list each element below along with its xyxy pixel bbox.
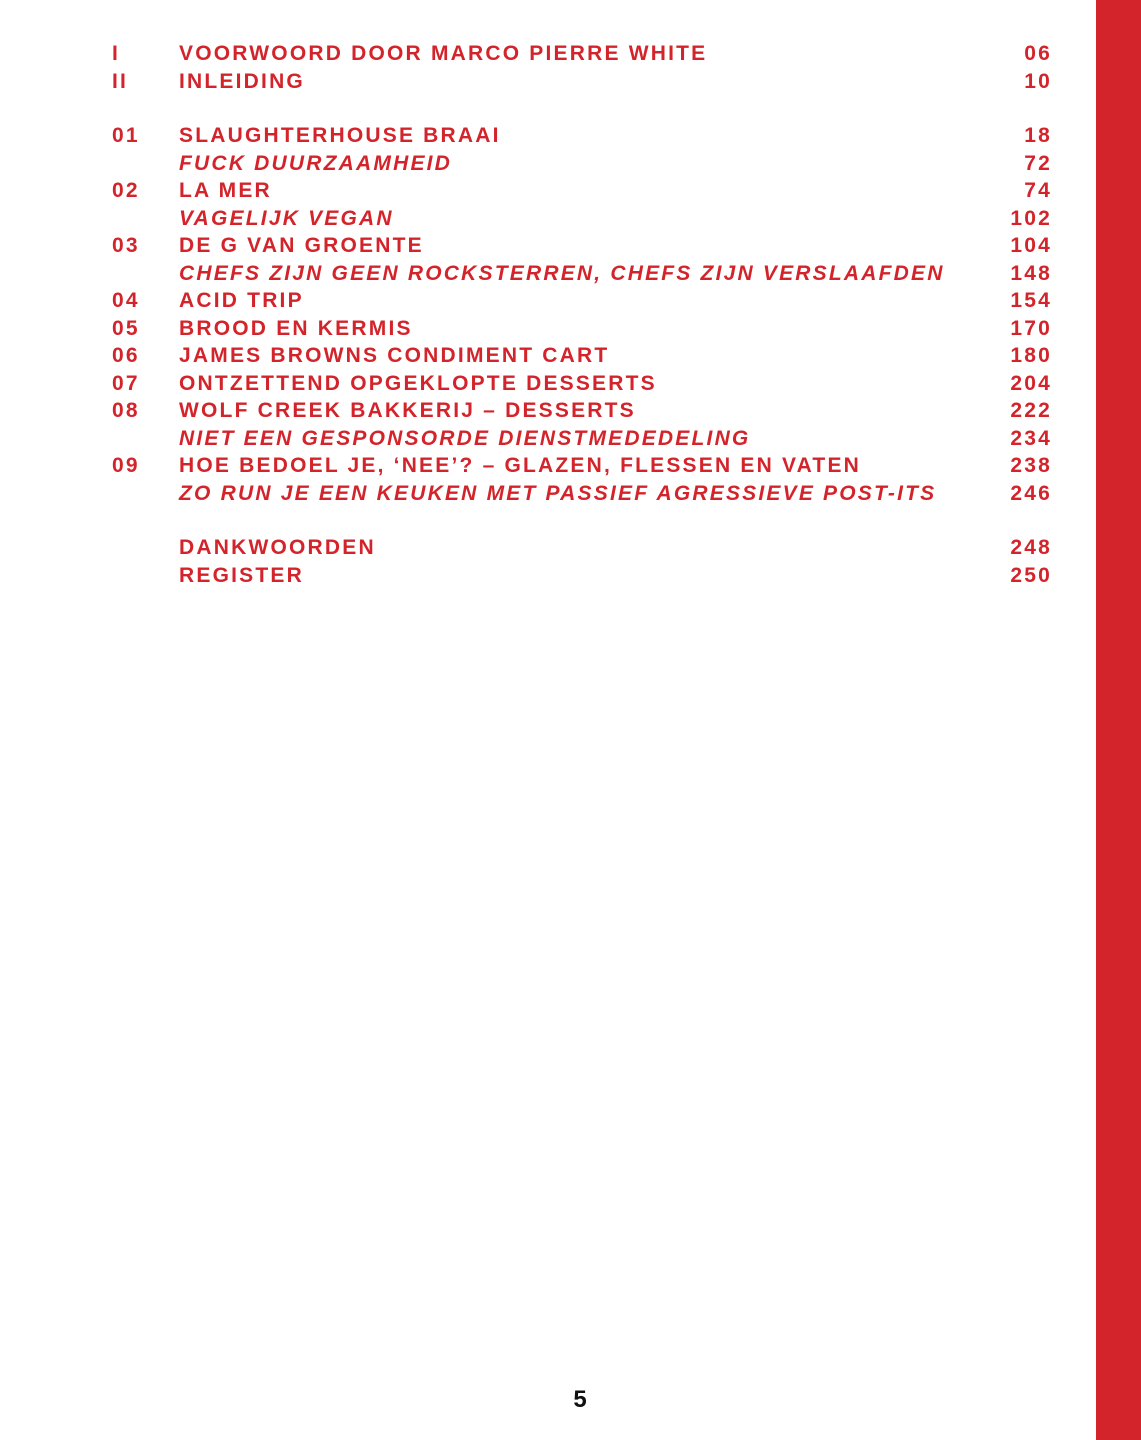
toc-entry[interactable] — [112, 452, 1052, 480]
entry-page: 204 — [1010, 371, 1052, 395]
entry-number: 05 — [112, 316, 140, 340]
entry-page: 154 — [1010, 289, 1052, 312]
toc-entry[interactable] — [112, 232, 1052, 260]
entry-number: 02 — [112, 179, 140, 202]
entry-number: II — [112, 69, 129, 93]
entry-page: 248 — [1010, 536, 1052, 559]
toc-entry[interactable] — [112, 40, 1052, 68]
entry-title: NIET EEN GESPONSORDE DIENSTMEDEDELING — [179, 426, 751, 450]
entry-number: 09 — [112, 454, 140, 477]
toc-entry[interactable] — [112, 425, 1052, 453]
entry-title: SLAUGHTERHOUSE BRAAI — [179, 124, 501, 147]
entry-title: ZO RUN JE EEN KEUKEN MET PASSIEF AGRESSIEVE POST-ITS — [179, 481, 937, 505]
toc-entry[interactable] — [112, 534, 1052, 562]
entry-page: 148 — [1010, 261, 1052, 285]
page-number: 5 — [573, 1386, 587, 1413]
entry-number: 08 — [112, 399, 140, 422]
toc-entry[interactable] — [112, 480, 1052, 508]
toc-entry[interactable] — [112, 342, 1052, 370]
entry-title: BROOD EN KERMIS — [179, 316, 413, 340]
red-edge-bar — [1096, 0, 1141, 1440]
toc-entry[interactable] — [112, 260, 1052, 288]
entry-page: 10 — [1024, 69, 1052, 93]
entry-page: 246 — [1010, 481, 1052, 505]
toc-group — [112, 534, 1052, 589]
entry-page: 06 — [1024, 42, 1052, 65]
toc-entry[interactable] — [112, 370, 1052, 398]
entry-title: VOORWOORD DOOR MARCO PIERRE WHITE — [179, 42, 708, 65]
entry-page: 250 — [1010, 563, 1052, 587]
entry-page: 104 — [1010, 234, 1052, 257]
entry-title: FUCK DUURZAAMHEID — [179, 151, 453, 175]
entry-title: JAMES BROWNS CONDIMENT CART — [179, 344, 610, 367]
toc-entry[interactable] — [112, 150, 1052, 178]
entry-page: 238 — [1010, 454, 1052, 477]
table-of-contents — [112, 40, 1052, 616]
entry-title: ONTZETTEND OPGEKLOPTE DESSERTS — [179, 371, 657, 395]
entry-number: 06 — [112, 344, 140, 367]
entry-page: 18 — [1024, 124, 1052, 147]
toc-entry[interactable] — [112, 205, 1052, 233]
entry-title: LA MER — [179, 179, 272, 202]
toc-entry[interactable] — [112, 287, 1052, 315]
entry-number: 07 — [112, 371, 140, 395]
entry-number: 03 — [112, 234, 140, 257]
toc-group — [112, 40, 1052, 95]
toc-entry[interactable] — [112, 397, 1052, 425]
toc-entry[interactable] — [112, 177, 1052, 205]
entry-title: ACID TRIP — [179, 289, 304, 312]
entry-page: 170 — [1010, 316, 1052, 340]
entry-page: 102 — [1010, 206, 1052, 230]
entry-number: 04 — [112, 289, 140, 312]
entry-title: REGISTER — [179, 563, 304, 587]
entry-title: INLEIDING — [179, 69, 305, 93]
entry-page: 72 — [1024, 151, 1052, 175]
entry-page: 234 — [1010, 426, 1052, 450]
entry-title: CHEFS ZIJN GEEN ROCKSTERREN, CHEFS ZIJN VERSLAAFDEN — [179, 261, 945, 285]
entry-title: HOE BEDOEL JE, ‘NEE’? – GLAZEN, FLESSEN EN VATEN — [179, 454, 862, 477]
entry-page: 180 — [1010, 344, 1052, 367]
toc-entry[interactable] — [112, 68, 1052, 96]
toc-group — [112, 122, 1052, 507]
entry-title: DE G VAN GROENTE — [179, 234, 424, 257]
entry-title: WOLF CREEK BAKKERIJ – DESSERTS — [179, 399, 636, 422]
toc-entry[interactable] — [112, 315, 1052, 343]
entry-title: VAGELIJK VEGAN — [179, 206, 394, 230]
entry-title: DANKWOORDEN — [179, 536, 376, 559]
entry-page: 222 — [1010, 399, 1052, 422]
entry-number: 01 — [112, 124, 140, 147]
entry-number: I — [112, 42, 121, 65]
toc-entry[interactable] — [112, 562, 1052, 590]
entry-page: 74 — [1024, 179, 1052, 202]
toc-entry[interactable] — [112, 122, 1052, 150]
